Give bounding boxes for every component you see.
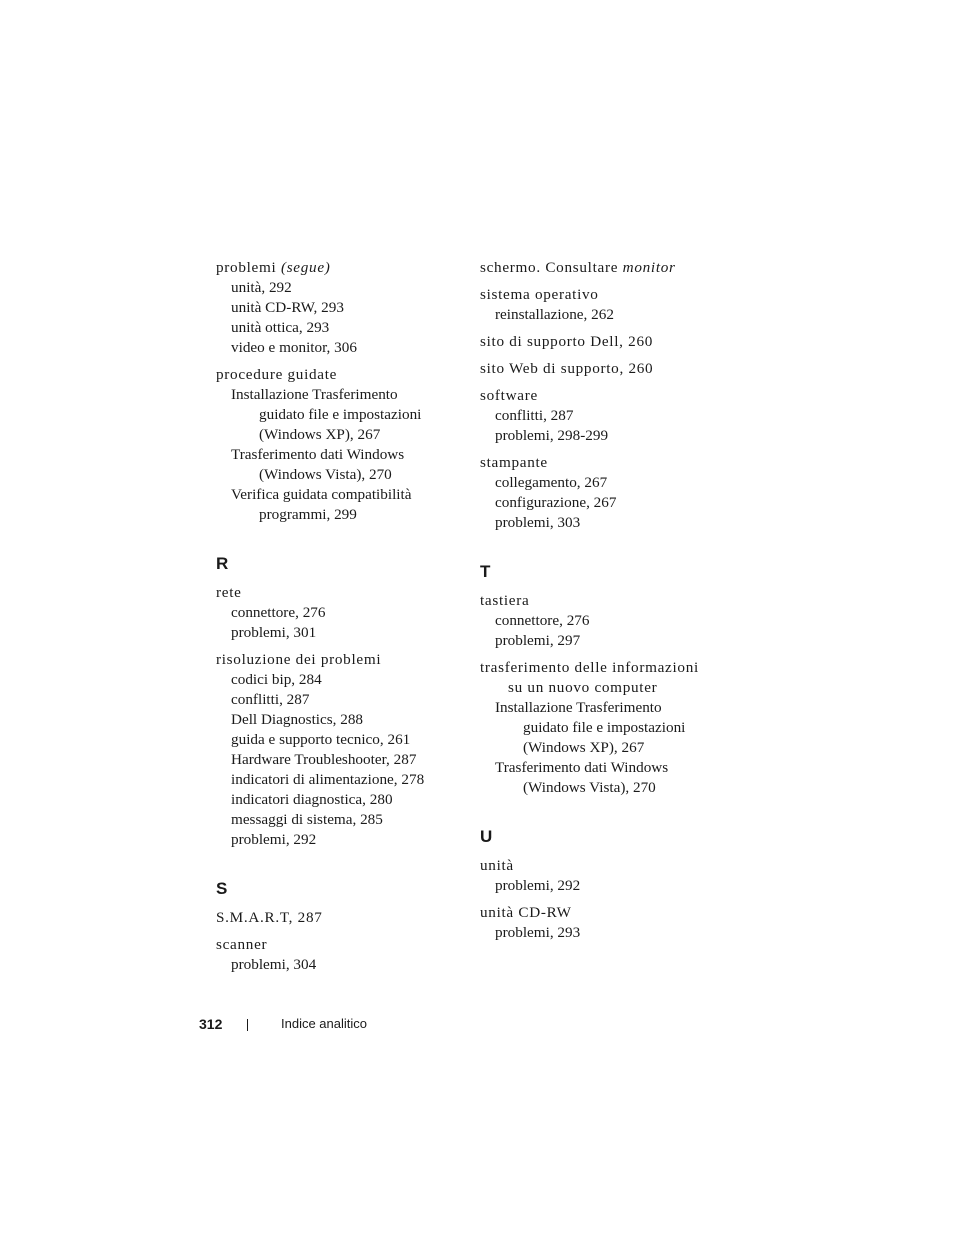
index-subentry-continuation: (Windows XP), 267 [523, 739, 645, 756]
index-term [480, 903, 730, 923]
index-term-text: S.M.A.R.T, 287 [216, 909, 323, 926]
index-term-text: trasferimento delle informazioni [480, 659, 699, 676]
index-term [216, 650, 466, 670]
index-term [480, 658, 730, 678]
index-term-text: stampante [480, 454, 548, 471]
index-subentry: conflitti, 287 [495, 407, 574, 424]
index-term [480, 332, 730, 352]
index-subentry: guida e supporto tecnico, 261 [231, 731, 411, 748]
index-entry [480, 386, 730, 446]
section-letter: U [480, 827, 493, 846]
footer-title: Indice analitico [281, 1016, 367, 1031]
index-term-text: scanner [216, 936, 268, 953]
index-subentry: problemi, 292 [495, 877, 581, 894]
index-subentry: Dell Diagnostics, 288 [231, 711, 364, 728]
index-subentry: Installazione Trasferimento [495, 699, 662, 716]
index-term-text: risoluzione dei problemi [216, 651, 382, 668]
index-subentry: Installazione Trasferimento [231, 386, 398, 403]
index-term [480, 258, 730, 278]
index-subentry: reinstallazione, 262 [495, 306, 614, 323]
index-subentry-continuation: guidato file e impostazioni [259, 406, 422, 423]
index-entry [216, 258, 466, 358]
index-entry [480, 591, 730, 651]
index-subentry: connettore, 276 [231, 604, 326, 621]
page-number: 312 [199, 1016, 223, 1032]
index-term-text: monitor [622, 259, 676, 276]
index-subentry: problemi, 292 [231, 831, 317, 848]
index-subentry-continuation: (Windows Vista), 270 [259, 466, 392, 483]
index-subentry: Hardware Troubleshooter, 287 [231, 751, 417, 768]
index-subentry: unità CD-RW, 293 [231, 299, 344, 316]
index-term [216, 935, 466, 955]
index-entry [480, 658, 730, 798]
index-term [216, 258, 466, 278]
index-subentry: conflitti, 287 [231, 691, 310, 708]
index-subentry: problemi, 301 [231, 624, 317, 641]
index-term-text: problemi [216, 259, 281, 276]
index-subentry-continuation: programmi, 299 [259, 506, 357, 523]
index-entry [480, 856, 730, 896]
index-column-left [216, 258, 466, 982]
index-subentry: connettore, 276 [495, 612, 590, 629]
index-subentry: problemi, 297 [495, 632, 581, 649]
index-term [216, 583, 466, 603]
index-term-text: sito Web di supporto, 260 [480, 360, 654, 377]
index-entry [216, 935, 466, 975]
index-subentry: video e monitor, 306 [231, 339, 357, 356]
index-term [480, 386, 730, 406]
index-entry [480, 258, 730, 278]
index-subentry-continuation: (Windows XP), 267 [259, 426, 381, 443]
index-entry [216, 650, 466, 850]
index-subentry: Trasferimento dati Windows [495, 759, 669, 776]
index-entry [480, 453, 730, 533]
index-term-text: schermo. Consultare [480, 259, 623, 276]
index-entry [480, 285, 730, 325]
index-entry [216, 908, 466, 928]
index-term-text: rete [216, 584, 242, 601]
index-term-text: tastiera [480, 592, 530, 609]
index-subentry: unità, 292 [231, 279, 292, 296]
index-column-right [480, 258, 730, 950]
index-term-text: unità [480, 857, 514, 874]
index-term [480, 453, 730, 473]
index-subentry: indicatori di alimentazione, 278 [231, 771, 425, 788]
index-subentry-continuation: guidato file e impostazioni [523, 719, 686, 736]
index-subentry: problemi, 303 [495, 514, 581, 531]
index-subentry: messaggi di sistema, 285 [231, 811, 383, 828]
section-letter: T [480, 562, 491, 581]
index-subentry: unità ottica, 293 [231, 319, 330, 336]
index-subentry: Trasferimento dati Windows [231, 446, 405, 463]
index-term [216, 908, 466, 928]
index-term [480, 359, 730, 379]
index-term-continuation: su un nuovo computer [508, 679, 658, 696]
index-subentry: configurazione, 267 [495, 494, 617, 511]
index-term [216, 365, 466, 385]
index-subentry: indicatori diagnostica, 280 [231, 791, 393, 808]
index-subentry: problemi, 293 [495, 924, 581, 941]
index-subentry-continuation: (Windows Vista), 270 [523, 779, 656, 796]
index-term [480, 591, 730, 611]
index-term-text: (segue) [280, 259, 331, 276]
index-term-text: unità CD-RW [480, 904, 572, 921]
index-term [480, 285, 730, 305]
index-term [480, 856, 730, 876]
index-entry [480, 332, 730, 352]
index-entry [216, 583, 466, 643]
footer-separator [247, 1019, 248, 1031]
index-term-text: sistema operativo [480, 286, 599, 303]
index-term-text: procedure guidate [216, 366, 338, 383]
section-letter: R [216, 554, 229, 573]
index-entry [216, 365, 466, 525]
index-subentry: collegamento, 267 [495, 474, 608, 491]
index-term-text: sito di supporto Dell, 260 [480, 333, 654, 350]
index-term-text: software [480, 387, 538, 404]
section-letter: S [216, 879, 228, 898]
index-subentry: problemi, 304 [231, 956, 317, 973]
index-entry [480, 359, 730, 379]
index-entry [480, 903, 730, 943]
index-subentry: codici bip, 284 [231, 671, 322, 688]
index-subentry: problemi, 298-299 [495, 427, 609, 444]
index-subentry: Verifica guidata compatibilità [231, 486, 412, 503]
